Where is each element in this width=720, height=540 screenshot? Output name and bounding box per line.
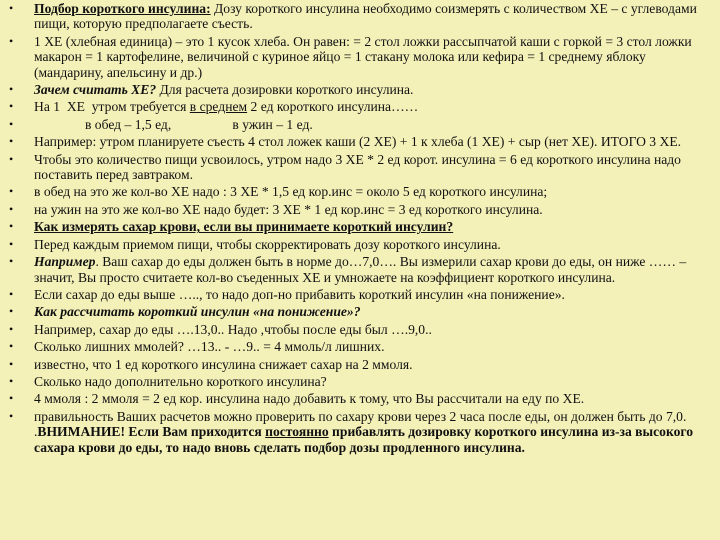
item-text: Дозу короткого инсулина необходимо соизмерять с количеством ХЕ – с углеводами пищи, которую предполагаете съесть. xyxy=(34,1,697,32)
list-item xyxy=(8,184,708,199)
item-text: Если сахар до еды выше ….., то надо доп-но прибавить короткий инсулин «на понижение». xyxy=(34,286,565,302)
warning-emphasis: постоянно xyxy=(265,424,329,440)
question-text: Зачем считать ХЕ? xyxy=(34,82,157,98)
question-text: Как рассчитать короткий инсулин «на понижение»? xyxy=(34,304,361,320)
list-item xyxy=(8,287,708,302)
list-item xyxy=(8,339,708,354)
example-label: Например xyxy=(34,254,96,270)
list-item xyxy=(8,152,708,183)
item-text: на ужин на это же кол-во ХЕ надо будет: 3 ХЕ * 1 ед кор.инс = 3 ед короткого инсулина. xyxy=(34,201,543,217)
item-text: Перед каждым приемом пищи, чтобы скорректировать дозу короткого инсулина. xyxy=(34,236,501,252)
list-item xyxy=(8,304,708,319)
item-text: известно, что 1 ед короткого инсулина снижает сахар на 2 ммоля. xyxy=(34,356,413,372)
list-item xyxy=(8,374,708,389)
list-item xyxy=(8,391,708,406)
item-text: . Ваш сахар до еды должен быть в норме до…7,0…. Вы измерили сахар крови до еды, он ниже …… – значит, Вы просто считаете кол-во съеденных ХЕ и умножаете на коэффициент короткого инсулина. xyxy=(34,254,687,285)
warning-text: прибавлять дозировку короткого инсулина из-за высокого сахара крови до еды, то надо вновь сделать подбор дозы продленного инсулина. xyxy=(34,424,694,455)
item-text: Например: утром планируете съесть 4 стол ложек каши (2 ХЕ) + 1 к хлеба (1 ХЕ) + сыр (нет ХЕ). ИТОГО 3 ХЕ. xyxy=(34,134,682,150)
item-text: Сколько лишних ммолей? …13.. - …9.. = 4 ммоль/л лишних. xyxy=(34,339,385,355)
list-item xyxy=(8,202,708,217)
item-text: 4 ммоля : 2 ммоля = 2 ед кор. инсулина надо добавить к тому, что Вы рассчитали на еду по ХЕ. xyxy=(34,391,585,407)
underlined-text: в среднем xyxy=(189,99,248,115)
question-text: Как измерять сахар крови, если вы принимаете короткий инсулин? xyxy=(34,219,454,235)
list-item xyxy=(8,117,708,132)
item-text: в обед – 1,5 ед, в ужин – 1 ед. xyxy=(34,116,313,132)
bullet-list xyxy=(8,1,708,455)
list-item xyxy=(8,409,708,455)
list-item xyxy=(8,34,708,80)
list-item xyxy=(8,254,708,285)
item-text: правильность Ваших расчетов можно проверить по сахару крови через 2 часа после еды, он должен быть до 7,0. . xyxy=(34,408,687,440)
item-text: в обед на это же кол-во ХЕ надо : 3 ХЕ * 1,5 ед кор.инс = около 5 ед короткого инсулина; xyxy=(34,184,548,200)
list-item xyxy=(8,1,708,32)
item-text: Для расчета дозировки короткого инсулина. xyxy=(156,82,414,98)
item-text: Например, сахар до еды ….13,0.. Надо ,чтобы после еды был ….9,0.. xyxy=(34,321,432,337)
warning-text: ВНИМАНИЕ! Если Вам приходится xyxy=(37,424,266,440)
list-item xyxy=(8,134,708,149)
item-text: Чтобы это количество пищи усвоилось, утром надо 3 ХЕ * 2 ед корот. инсулина = 6 ед короткого инсулина надо поставить перед завтраком. xyxy=(34,151,681,183)
item-text: 1 ХЕ (хлебная единица) – это 1 кусок хлеба. Он равен: = 2 стол ложки рассыпчатой каши с горкой = 3 стол ложки макарон = 1 картофелине, величиной с куриное яйцо = 1 стакану молока или кефира = 1 среднему яблоку (мандарину, апельсину и др.) xyxy=(34,33,692,80)
list-item xyxy=(8,237,708,252)
list-item xyxy=(8,357,708,372)
item-text: Сколько надо дополнительно короткого инсулина? xyxy=(34,373,327,389)
list-item xyxy=(8,82,708,97)
heading-insulin-selection: Подбор короткого инсулина: xyxy=(34,1,211,16)
list-item xyxy=(8,99,708,114)
item-text: На 1 ХЕ утром требуется xyxy=(34,99,190,115)
list-item xyxy=(8,219,708,234)
item-text: 2 ед короткого инсулина…… xyxy=(247,99,419,115)
list-item xyxy=(8,322,708,337)
